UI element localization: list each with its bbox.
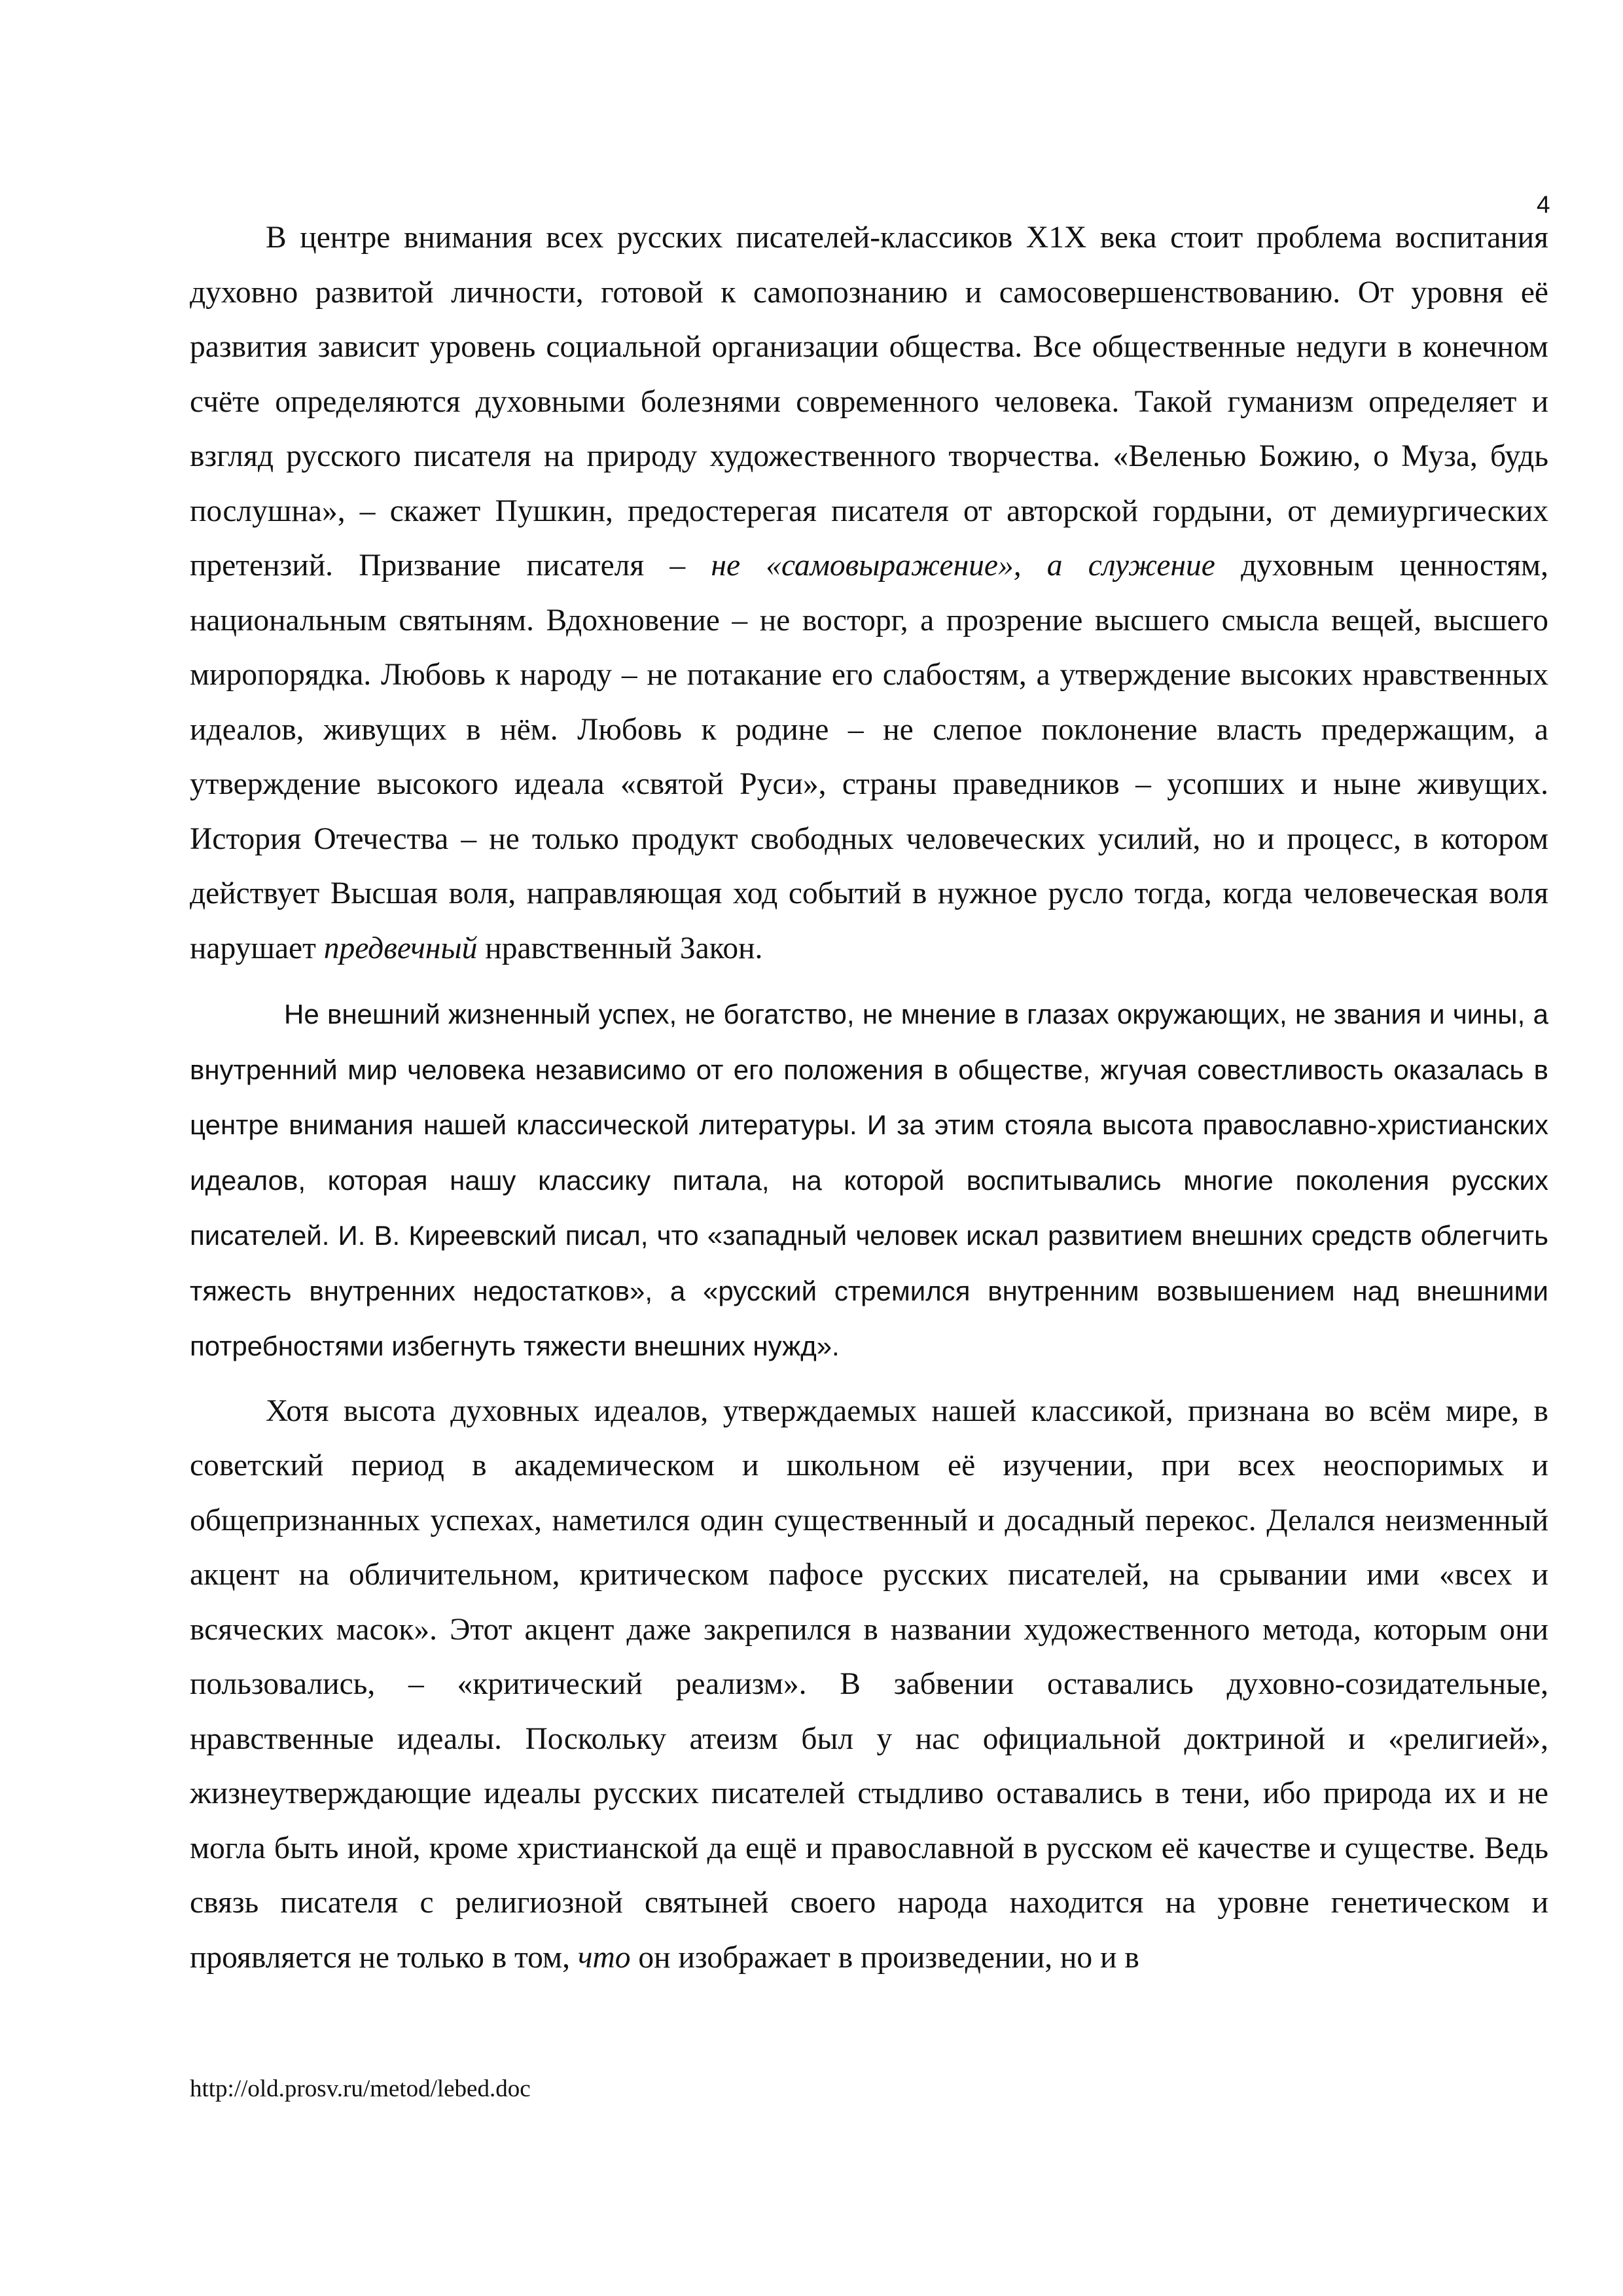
text-run: нравственный Закон. [477,931,763,965]
text-run-italic: что [577,1940,631,1975]
text-run-italic: предвечный [323,931,478,965]
footer-source-link[interactable]: http://old.prosv.ru/metod/lebed.doc [190,2075,531,2102]
text-run: В центре внимания всех русских писателей-классиков X1X века стоит проблема воспитания духовно развитой личности, готовой к самопознанию и самосовершенствованию. От уровня её развития зависит уровень социальной организации общества. Все общественные недуги в конечном счёте определяются духовными болезнями современного человека. Такой гуманизм определяет и взгляд русского писателя на природу художественного творчества. «Веленью Божию, о Муза, будь послушна», – скажет Пушкин, предостерегая писателя от авторской гордыни, от демиургических претензий. Призвание писателя – [190,221,1548,583]
text-run: он изображает в произведении, но и в [630,1940,1139,1975]
paragraph-2 [190,987,1548,1374]
text-run: духовным ценностям, национальным святыням. Вдохновение – не восторг, а прозрение высшего смысла вещей, высшего миропорядка. Любовь к народу – не потакание его слабостям, а утверждение высоких нравственных идеалов, живущих в нём. Любовь к родине – не слепое поклонение власть предержащим, а утверждение высокого идеала «святой Руси», страны праведников – усопших и ныне живущих. История Отечества – не только продукт свободных человеческих усилий, но и процесс, в котором действует Высшая воля, направляющая ход событий в нужное русло тогда, когда человеческая воля нарушает [190,548,1548,965]
body-text [190,211,1548,1985]
text-run-italic: не «самовыражение», а служение [711,548,1215,583]
text-run: Не внешний жизненный успех, не богатство, не мнение в глазах окружающих, не звания и чины, а внутренний мир человека независимо от его положения в обществе, жгучая совестливость оказалась в центре внимания нашей классической литературы. И за этим стояла высота православно-христианских идеалов, которая нашу классику питала, на которой воспитывались многие поколения русских писателей. И. В. Киреевский писал, что «западный человек искал развитием внешних средств облегчить тяжесть внутренних недостатков», а «русский стремился внутренним возвышением над внешними потребностями избегнуть тяжести внешних нужд». [190,999,1548,1361]
paragraph-1 [190,211,1548,976]
text-run: Хотя высота духовных идеалов, утверждаемых нашей классикой, признана во всём мире, в советский период в академическом и школьном её изучении, при всех неоспоримых и общепризнанных успехах, наметился один существенный и досадный перекос. Делался неизменный акцент на обличительном, критическом пафосе русских писателей, на срывании ими «всех и всяческих масок». Этот акцент даже закрепился в названии художественного метода, которым они пользовались, – «критический реализм». В забвении оставались духовно-созидательные, нравственные идеалы. Поскольку атеизм был у нас официальной доктриной и «религией», жизнеутверждающие идеалы русских писателей стыдливо оставались в тени, ибо природа их и не могла быть иной, кроме христианской да ещё и православной в русском её качестве и существе. Ведь связь писателя с религиозной святыней своего народа находится на уровне генетическом и проявляется не только в том, [190,1393,1548,1975]
paragraph-3 [190,1384,1548,1986]
page-number: 4 [1537,191,1550,218]
